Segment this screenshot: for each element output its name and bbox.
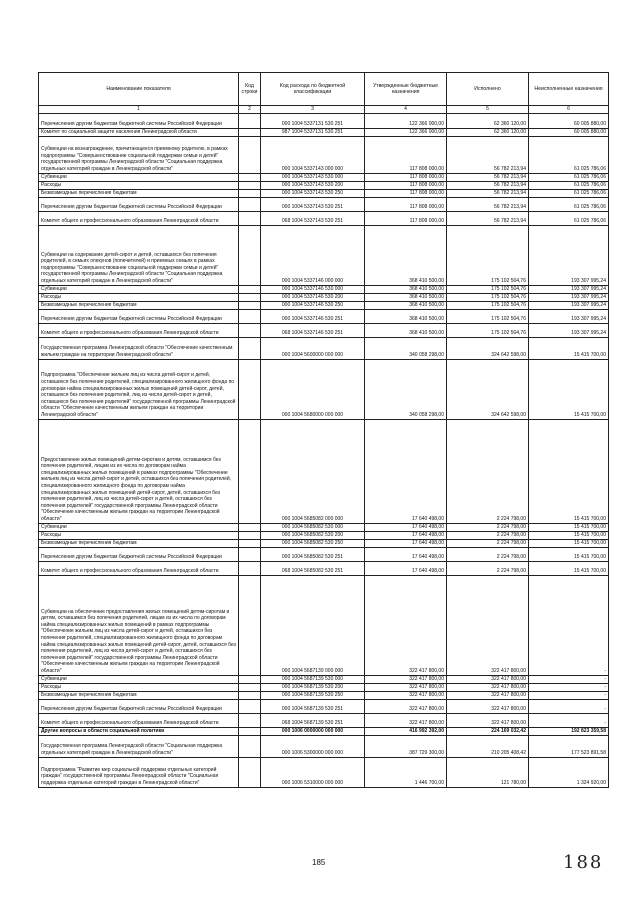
table-row (39, 211, 609, 225)
table-header-row (39, 73, 609, 106)
row-approved-amount: 368 410 500,00 (365, 293, 447, 301)
row-indicator-name: Безвозмездные перечисления бюджетам (39, 539, 239, 547)
table-row (39, 699, 609, 713)
row-approved-amount: 117 808 000,00 (365, 173, 447, 181)
header-budget-code: Код расхода по бюджетной классификации (261, 73, 365, 106)
row-line-code (239, 713, 261, 727)
row-unexecuted-amount: - (529, 683, 609, 691)
column-number-row (39, 106, 609, 114)
row-unexecuted-amount: 61 025 786,06 (529, 181, 609, 189)
table-row (39, 359, 609, 419)
column-number: 2 (239, 106, 261, 114)
row-budget-code: 000 1004 5685082 530 250 (261, 539, 365, 547)
table-row (39, 419, 609, 523)
row-unexecuted-amount: 15 415 700,00 (529, 539, 609, 547)
row-indicator-name: Перечисления другим бюджетам бюджетной системы Российской Федерации (39, 309, 239, 323)
row-indicator-name: Комитет общего и профессионального образования Ленинградской области (39, 323, 239, 337)
row-line-code (239, 323, 261, 337)
row-approved-amount: 17 640 498,00 (365, 561, 447, 575)
row-indicator-name: Безвозмездные перечисления бюджетам (39, 301, 239, 309)
row-budget-code: 000 1004 5337146 530 251 (261, 309, 365, 323)
row-line-code (239, 189, 261, 197)
row-approved-amount: 322 417 800,00 (365, 691, 447, 699)
row-line-code (239, 136, 261, 173)
row-line-code (239, 419, 261, 523)
table-row (39, 757, 609, 787)
table-row (39, 113, 609, 128)
row-unexecuted-amount: 60 005 880,00 (529, 113, 609, 128)
row-indicator-name: Подпрограмма "Развитие мер социальной поддержки отдельных категорий граждан" государственной программы Ленинградской области "Социальная поддержка отдельных категорий граждан в Ленинградской области" (39, 757, 239, 787)
row-line-code (239, 197, 261, 211)
row-indicator-name: Субвенции на обеспечение предоставления жилых помещений детям-сиротам и детям, оставшимся без попечения родителей, лицам из их числа по договорам найма специализированных жилых помещений в рамках подпрограммы "Обеспечение жильем лиц из числа детей-сирот и детей, оставшихся без попечения родителей, специализированного жилищного фонда по договорам найма специализированных жилых помещений детей-сирот, детей, оставшихся без попечения родителей, лиц из числа детей-сирот и детей, оставшихся без попечения родителей" государственной программы Ленинградской области "Обеспечение качественным жильем граждан на территории Ленинградской области" (39, 575, 239, 675)
header-approved: Утвержденные бюджетные назначения (365, 73, 447, 106)
row-approved-amount: 322 417 800,00 (365, 575, 447, 675)
row-indicator-name: Субвенции на вознаграждение, причитающееся приемному родителю, в рамках подпрограммы "Совершенствование социальной поддержки семьи и детей" государственной программы Ленинградской области "Социальная поддержка отдельных категорий граждан в Ленинградской области" (39, 136, 239, 173)
row-unexecuted-amount: 61 025 786,06 (529, 189, 609, 197)
row-budget-code: 000 1004 5337146 530 250 (261, 301, 365, 309)
row-indicator-name: Перечисления другим бюджетам бюджетной системы Российской Федерации (39, 699, 239, 713)
row-approved-amount: 322 417 800,00 (365, 683, 447, 691)
header-executed: Исполнено (447, 73, 529, 106)
row-unexecuted-amount: 192 823 359,58 (529, 727, 609, 735)
row-indicator-name: Предоставление жилых помещений детям-сиротам и детям, оставшимся без попечения родителей, лицам из их числа по договорам найма специализированных жилых помещений в рамках подпрограммы "Обеспечение жильем лиц из числа детей-сирот и детей, оставшихся без попечения родителей, специализированного жилищного фонда по договорам найма специализированных жилых помещений детей-сирот, детей, оставшихся без попечения родителей, лиц из числа детей-сирот и детей, оставшихся без попечения родителей" государственной программы Ленинградской области "Обеспечение качественным жильем граждан на территории Ленинградской области" (39, 419, 239, 523)
row-indicator-name: Субвенции (39, 285, 239, 293)
row-executed-amount: 322 417 800,00 (447, 683, 529, 691)
row-approved-amount: 340 058 298,00 (365, 337, 447, 359)
row-unexecuted-amount: 193 307 995,24 (529, 225, 609, 285)
row-executed-amount: 56 782 213,94 (447, 211, 529, 225)
row-executed-amount: 2 224 798,00 (447, 561, 529, 575)
row-approved-amount: 387 729 300,00 (365, 735, 447, 757)
header-indicator-name: Наименование показателя (39, 73, 239, 106)
row-approved-amount: 117 808 000,00 (365, 197, 447, 211)
row-line-code (239, 531, 261, 539)
row-unexecuted-amount: - (529, 691, 609, 699)
table-row (39, 735, 609, 757)
row-line-code (239, 173, 261, 181)
row-executed-amount: 175 102 504,76 (447, 301, 529, 309)
row-executed-amount: 322 417 800,00 (447, 699, 529, 713)
table-row (39, 713, 609, 727)
table-row (39, 727, 609, 735)
row-indicator-name: Комитет по социальной защите населения Ленинградской области (39, 128, 239, 136)
row-line-code (239, 561, 261, 575)
row-budget-code: 068 1004 5685082 530 251 (261, 561, 365, 575)
row-budget-code: 000 1004 5337143 530 251 (261, 197, 365, 211)
row-approved-amount: 368 410 500,00 (365, 301, 447, 309)
row-executed-amount: 175 102 504,76 (447, 309, 529, 323)
row-line-code (239, 683, 261, 691)
row-approved-amount: 117 808 000,00 (365, 181, 447, 189)
row-executed-amount: 2 224 798,00 (447, 531, 529, 539)
row-budget-code: 000 1004 5687139 530 250 (261, 691, 365, 699)
row-executed-amount: 175 102 504,76 (447, 285, 529, 293)
row-line-code (239, 727, 261, 735)
row-indicator-name: Комитет общего и профессионального образования Ленинградской области (39, 561, 239, 575)
row-executed-amount: 56 782 213,94 (447, 173, 529, 181)
row-line-code (239, 539, 261, 547)
row-line-code (239, 359, 261, 419)
row-approved-amount: 368 410 500,00 (365, 309, 447, 323)
row-executed-amount: 224 169 032,42 (447, 727, 529, 735)
row-budget-code: 000 1004 5685082 530 251 (261, 547, 365, 561)
row-unexecuted-amount: 61 025 786,06 (529, 197, 609, 211)
row-unexecuted-amount: 60 005 880,00 (529, 128, 609, 136)
table-row (39, 323, 609, 337)
row-unexecuted-amount: 193 307 995,24 (529, 293, 609, 301)
row-unexecuted-amount: 193 307 995,24 (529, 309, 609, 323)
row-unexecuted-amount: 177 523 891,58 (529, 735, 609, 757)
row-approved-amount: 17 640 498,00 (365, 539, 447, 547)
row-budget-code: 000 1004 5685082 530 000 (261, 523, 365, 531)
row-budget-code: 000 1004 5337146 000 000 (261, 225, 365, 285)
row-budget-code: 000 1004 5337143 000 000 (261, 136, 365, 173)
row-line-code (239, 757, 261, 787)
row-line-code (239, 225, 261, 285)
row-budget-code: 000 1006 5310000 000 000 (261, 757, 365, 787)
page-number: 185 (312, 858, 326, 867)
row-unexecuted-amount: - (529, 713, 609, 727)
row-executed-amount: 175 102 504,76 (447, 293, 529, 301)
row-unexecuted-amount: 15 415 700,00 (529, 337, 609, 359)
table-row (39, 197, 609, 211)
row-indicator-name: Комитет общего и профессионального образования Ленинградской области (39, 211, 239, 225)
row-unexecuted-amount: 61 025 786,06 (529, 136, 609, 173)
row-executed-amount: 210 205 408,42 (447, 735, 529, 757)
row-indicator-name: Расходы (39, 683, 239, 691)
row-line-code (239, 337, 261, 359)
header-line-code: Код строки (239, 73, 261, 106)
row-executed-amount: 2 224 798,00 (447, 547, 529, 561)
row-line-code (239, 128, 261, 136)
row-indicator-name: Субвенции (39, 675, 239, 683)
row-line-code (239, 691, 261, 699)
row-indicator-name: Безвозмездные перечисления бюджетам (39, 691, 239, 699)
handwritten-page-stamp: 188 (563, 852, 604, 873)
row-executed-amount: 322 417 800,00 (447, 675, 529, 683)
row-executed-amount: 62 360 120,00 (447, 128, 529, 136)
table-row (39, 523, 609, 531)
row-executed-amount: 322 417 800,00 (447, 575, 529, 675)
row-budget-code: 000 1004 5337131 530 251 (261, 113, 365, 128)
table-row (39, 575, 609, 675)
table-row (39, 136, 609, 173)
row-approved-amount: 416 992 392,00 (365, 727, 447, 735)
row-unexecuted-amount: - (529, 699, 609, 713)
table-row (39, 128, 609, 136)
row-approved-amount: 117 808 000,00 (365, 211, 447, 225)
row-budget-code: 000 1004 5687139 000 000 (261, 575, 365, 675)
table-row (39, 675, 609, 683)
row-indicator-name: Государственная программа Ленинградской области "Социальная поддержка отдельных категорий граждан в Ленинградской области" (39, 735, 239, 757)
column-number: 6 (529, 106, 609, 114)
row-indicator-name: Перечисления другим бюджетам бюджетной системы Российской Федерации (39, 547, 239, 561)
row-indicator-name: Расходы (39, 293, 239, 301)
row-line-code (239, 293, 261, 301)
row-unexecuted-amount: 193 307 995,24 (529, 285, 609, 293)
row-line-code (239, 699, 261, 713)
row-executed-amount: 56 782 213,94 (447, 136, 529, 173)
header-unexecuted: Неисполненные назначения (529, 73, 609, 106)
row-executed-amount: 322 417 800,00 (447, 713, 529, 727)
row-unexecuted-amount: 15 415 700,00 (529, 419, 609, 523)
row-unexecuted-amount: 193 307 995,24 (529, 323, 609, 337)
row-approved-amount: 322 417 800,00 (365, 675, 447, 683)
row-line-code (239, 575, 261, 675)
row-indicator-name: Другие вопросы в области социальной политики (39, 727, 239, 735)
row-budget-code: 000 1004 5687139 530 000 (261, 675, 365, 683)
row-approved-amount: 322 417 800,00 (365, 713, 447, 727)
table-row (39, 547, 609, 561)
row-unexecuted-amount: 61 025 786,06 (529, 211, 609, 225)
row-approved-amount: 368 410 500,00 (365, 225, 447, 285)
row-unexecuted-amount: - (529, 575, 609, 675)
row-line-code (239, 211, 261, 225)
row-approved-amount: 122 366 000,00 (365, 128, 447, 136)
row-budget-code: 068 1004 5337146 530 251 (261, 323, 365, 337)
row-budget-code: 000 1004 5680000 000 000 (261, 359, 365, 419)
row-budget-code: 000 1004 5337143 530 250 (261, 189, 365, 197)
row-budget-code: 987 1004 5337131 530 251 (261, 128, 365, 136)
table-row (39, 189, 609, 197)
row-budget-code: 000 1004 5337143 530 000 (261, 173, 365, 181)
row-budget-code: 000 1004 5600000 000 000 (261, 337, 365, 359)
row-indicator-name: Подпрограмма "Обеспечение жильем лиц из числа детей-сирот и детей, оставшихся без попечения родителей, специализированного жилищного фонда по договорам найма специализированных жилых помещений детей-сирот, детей, оставшихся без попечения родителей, лиц из числа детей-сирот и детей, оставшихся без попечения родителей" государственной программы Ленинградской области "Обеспечение качественным жильем граждан на территории Ленинградской области" (39, 359, 239, 419)
table-row (39, 293, 609, 301)
column-number: 1 (39, 106, 239, 114)
row-budget-code: 000 1004 5337146 530 200 (261, 293, 365, 301)
column-number: 4 (365, 106, 447, 114)
column-number: 5 (447, 106, 529, 114)
row-executed-amount: 56 782 213,94 (447, 189, 529, 197)
row-indicator-name: Субвенции (39, 523, 239, 531)
row-executed-amount: 175 102 504,76 (447, 225, 529, 285)
row-approved-amount: 368 410 500,00 (365, 323, 447, 337)
row-approved-amount: 17 640 498,00 (365, 531, 447, 539)
row-line-code (239, 547, 261, 561)
row-executed-amount: 324 642 598,00 (447, 359, 529, 419)
table-row (39, 225, 609, 285)
row-budget-code: 000 1004 5685082 000 000 (261, 419, 365, 523)
row-budget-code: 000 1004 5685082 530 200 (261, 531, 365, 539)
row-unexecuted-amount: 193 307 995,24 (529, 301, 609, 309)
row-line-code (239, 301, 261, 309)
table-row (39, 301, 609, 309)
row-unexecuted-amount: 15 415 700,00 (529, 547, 609, 561)
row-budget-code: 000 1004 5337146 530 000 (261, 285, 365, 293)
row-indicator-name: Государственная программа Ленинградской области "Обеспечение качественным жильем граждан на территории Ленинградской области" (39, 337, 239, 359)
row-indicator-name: Субвенции на содержание детей-сирот и детей, оставшихся без попечения родителей, в семьях опекунов (попечителей) и приемных семьях в рамках подпрограммы "Совершенствование социальной поддержки семьи и детей" государственной программы Ленинградской области "Социальная поддержка отдельных категорий граждан в Ленинградской области" (39, 225, 239, 285)
row-executed-amount: 121 780,00 (447, 757, 529, 787)
row-indicator-name: Перечисления другим бюджетам бюджетной системы Российской Федерации (39, 197, 239, 211)
row-unexecuted-amount: 15 415 700,00 (529, 531, 609, 539)
row-line-code (239, 181, 261, 189)
row-executed-amount: 56 782 213,94 (447, 197, 529, 211)
row-executed-amount: 56 782 213,94 (447, 181, 529, 189)
row-line-code (239, 523, 261, 531)
row-executed-amount: 322 417 800,00 (447, 691, 529, 699)
row-unexecuted-amount: - (529, 675, 609, 683)
row-indicator-name: Перечисления другим бюджетам бюджетной системы Российской Федерации (39, 113, 239, 128)
table-row (39, 285, 609, 293)
table-row (39, 683, 609, 691)
row-budget-code: 000 1006 0000000 000 000 (261, 727, 365, 735)
row-indicator-name: Субвенции (39, 173, 239, 181)
row-executed-amount: 2 224 798,00 (447, 419, 529, 523)
table-body (39, 113, 609, 787)
row-executed-amount: 2 224 798,00 (447, 539, 529, 547)
row-indicator-name: Комитет общего и профессионального образования Ленинградской области (39, 713, 239, 727)
row-line-code (239, 309, 261, 323)
row-executed-amount: 175 102 504,76 (447, 323, 529, 337)
row-executed-amount: 324 642 598,00 (447, 337, 529, 359)
row-unexecuted-amount: 1 324 920,00 (529, 757, 609, 787)
row-indicator-name: Расходы (39, 181, 239, 189)
row-approved-amount: 17 640 498,00 (365, 547, 447, 561)
row-approved-amount: 368 410 500,00 (365, 285, 447, 293)
row-approved-amount: 17 640 498,00 (365, 419, 447, 523)
row-budget-code: 068 1004 5687139 530 251 (261, 713, 365, 727)
row-approved-amount: 322 417 800,00 (365, 699, 447, 713)
table-row (39, 181, 609, 189)
row-approved-amount: 340 058 298,00 (365, 359, 447, 419)
row-budget-code: 000 1006 5300000 000 000 (261, 735, 365, 757)
table-row (39, 561, 609, 575)
row-executed-amount: 2 224 798,00 (447, 523, 529, 531)
table-row (39, 337, 609, 359)
table-row (39, 309, 609, 323)
row-indicator-name: Расходы (39, 531, 239, 539)
row-line-code (239, 285, 261, 293)
table-row (39, 173, 609, 181)
row-indicator-name: Безвозмездные перечисления бюджетам (39, 189, 239, 197)
row-line-code (239, 675, 261, 683)
row-unexecuted-amount: 15 415 700,00 (529, 561, 609, 575)
row-approved-amount: 17 640 498,00 (365, 523, 447, 531)
row-unexecuted-amount: 15 415 700,00 (529, 359, 609, 419)
row-approved-amount: 117 808 000,00 (365, 189, 447, 197)
table-row (39, 539, 609, 547)
row-unexecuted-amount: 61 025 786,06 (529, 173, 609, 181)
row-approved-amount: 117 808 000,00 (365, 136, 447, 173)
table-row (39, 531, 609, 539)
budget-report-sheet (38, 72, 608, 788)
row-budget-code: 000 1004 5687139 530 251 (261, 699, 365, 713)
row-budget-code: 068 1004 5337143 530 251 (261, 211, 365, 225)
row-budget-code: 000 1004 5687139 530 200 (261, 683, 365, 691)
column-number: 3 (261, 106, 365, 114)
table-row (39, 691, 609, 699)
row-line-code (239, 735, 261, 757)
row-executed-amount: 62 360 120,00 (447, 113, 529, 128)
row-line-code (239, 113, 261, 128)
row-approved-amount: 122 366 000,00 (365, 113, 447, 128)
row-unexecuted-amount: 15 415 700,00 (529, 523, 609, 531)
row-approved-amount: 1 446 700,00 (365, 757, 447, 787)
budget-table (38, 72, 609, 788)
row-budget-code: 000 1004 5337143 530 200 (261, 181, 365, 189)
